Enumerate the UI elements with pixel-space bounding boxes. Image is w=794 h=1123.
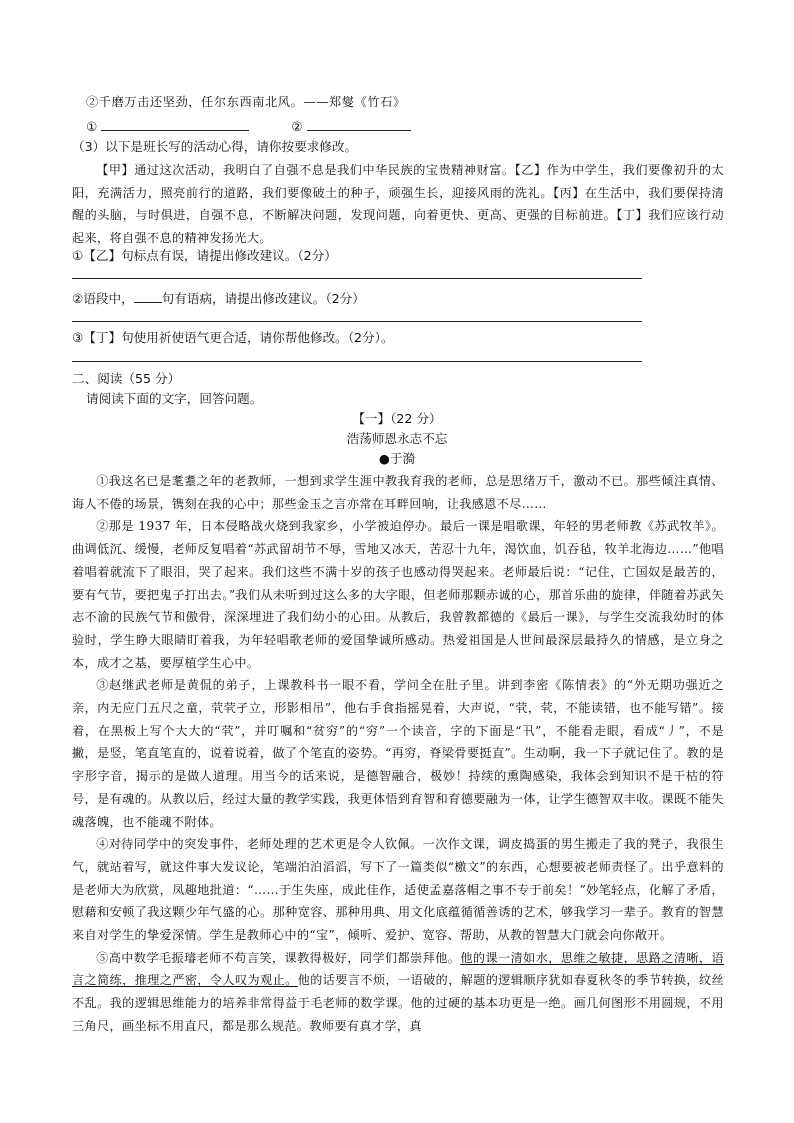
part-label: 【一】（22 分） [352,411,442,426]
answer-line-1[interactable] [72,278,642,279]
article-title: 浩荡师恩永志不忘 [346,431,448,446]
q3-sub1: ①【乙】句标点有误，请提出修改建议。（2分） [72,248,337,263]
q3-title: （3）以下是班长写的活动心得，请你按要求修改。 [72,139,358,154]
blank-1-label: ① [86,119,98,134]
q3-passage [72,159,724,250]
q3-sub2-blank[interactable] [134,290,162,303]
q3-sub2-post: 句有语病，请提出修改建议。（2分） [161,291,365,306]
p5-text-a: ⑤高中数学毛振璿老师不苟言笑，课教得极好，同学们都崇拜他。 [96,950,461,965]
q3-sub3: ③【丁】句使用祈使语气更合适，请你帮他修改。（2分）。 [72,330,394,345]
answer-line-2[interactable] [72,321,642,322]
section2-instruction: 请阅读下面的文字，回答问题。 [86,391,263,406]
article-paragraph-3: ③赵继武老师是黄侃的弟子，上课教科书一眼不看，学问全在肚子里。讲到李密《陈情表》的“外无期功强近之亲，内无应门五尺之童，茕茕孑立，形影相吊”，他右手食指摇晃着，大声说，“茕，茕，不能读错，也不能写错”。接着，在黑板上写个大大的“茕”，并叮嘱和“贫穷”的“穷”一个读音，字的下面是“卂”，不能看走眼，看成“丿”，不是撇，是竖，笔直笔直的，说着说着，做了个笔直的姿势。“再穷，脊梁骨要挺直”。生动啊，我一下子就记住了。教的是字形字音，揭示的是做人道理。用当今的话来说，是德智融合，极妙！持续的熏陶感染，我体会到知识不是干枯的符号，是有魂的。从教以后，经过大量的教学实践，我更体悟到育智和育德要融为一体，让学生德智双丰收。课既不能失魂落魄，也不能魂不附体。 [72,678,724,829]
article-paragraph-4: ④对待同学中的突发事件，老师处理的艺术更是令人钦佩。一次作文课，调皮捣蛋的男生搬走了我的凳子，我很生气，就站着写，就这件事大发议论，笔端泊泊滔滔，写下了一篇类似“檄文”的东西，心想要被老师责怪了。出乎意料的是老师大为欣赏，凤趣地批道：“……于生失座，成此佳作，适使孟嘉落帽之事不专于前矣！”妙笔轻点，化解了矛盾，慰藉和安顿了我这颗少年气盛的心。那种宽容、那种用典、用文化底蕴循循善诱的艺术，够我学习一辈子。教育的智慧来自对学生的挚爱深情。学生是教师心中的“宝”，倾听、爱护、宽容、帮助，从教的智慧大门就会向你敞开。 [72,837,724,943]
article-paragraph-5 [72,947,724,1038]
p5-text-b: 他的话要言不烦，一语破的，解题的逻辑顺序犹如春夏秋冬的季节转换，纹丝不乱。我的逻辑思维能力的培养非常得益于毛老师的数学课。他的过硬的基本功更是一绝。画几何图形不用圆规，不用三角尺，画坐标不用直尺，都是那么规范。教师要有真才学，真 [72,973,725,1033]
q3-sub2-pre: ②语段中， [72,291,134,306]
answer-blanks-row [86,116,411,137]
poem-line-2: ②千磨万击还坚劲，任尔东西南北风。——郑燮《竹石》 [86,95,406,109]
q3-passage-text: 【甲】通过这次活动，我明白了自强不息是我们中华民族的宝贵精神财富。【乙】作为中学生，我们要像初升的太阳，充满活力，照亮前行的道路，我们要像破土的种子，顽强生长，迎接风雨的洗礼。【丙】在生活中，我们要保持清醒的头脑，与时俱进，自强不息，不断解决问题，发现问题，向着更快、更高、更强的目标前进。【丁】我们应该行动起来，将自强不息的精神发扬光大。 [72,163,724,246]
q3-sub2 [72,289,365,309]
article-body [72,470,724,1038]
article-paragraph-2: ②那是 1937 年，日本侵略战火烧到我家乡，小学被迫停办。最后一课是唱歌课，年轻的男老师教《苏武牧羊》。曲调低沉、缓慢，老师反复唱着“苏武留胡节不辱，雪地又冰天，苦忍十九年，渴饮血，饥吞毡，牧羊北海边……”他唱着唱着就流下了眼泪，哭了起来。我们这些不满十岁的孩子也感动得哭起来。老师最后说：“记住，亡国奴是最苦的，要有气节，要把鬼子打出去。”我们从未听到过这么多的大字眼，但老师那颗赤诚的心，那首乐曲的旋律，伴随着苏武矢志不渝的民族气节和傲骨，深深埋进了我们幼小的心田。从教后，我曾教都德的《最后一课》，与学生交流我幼时的体验时，学生睁大眼睛盯着我，为年轻唱歌老师的爱国挚诚所感动。热爱祖国是人世间最深层最持久的情感，是立身之本，成才之基，要厚植学生心中。 [72,519,724,670]
article-paragraph-1: ①我这名已是耄耋之年的老教师，一想到求学生涯中教我育我的老师，总是思绪万千，激动不已。那些倾注真情、诲人不倦的场景，镌刻在我的心中；那些金玉之言亦常在耳畔回响，让我感恩不尽…… [72,474,724,511]
blank-2-label: ② [291,119,303,134]
blank-1-line[interactable] [101,116,249,131]
answer-line-3[interactable] [72,361,642,362]
p5-underlined-sentence: 他的课一清如水，思维之敏捷，思路之清晰，语言之简练，推理之严密，令人叹为观止。 [72,950,724,988]
blank-2-line[interactable] [307,116,411,131]
section2-heading: 二、阅读（55 分） [72,371,181,386]
article-author: ●于漪 [378,451,416,466]
